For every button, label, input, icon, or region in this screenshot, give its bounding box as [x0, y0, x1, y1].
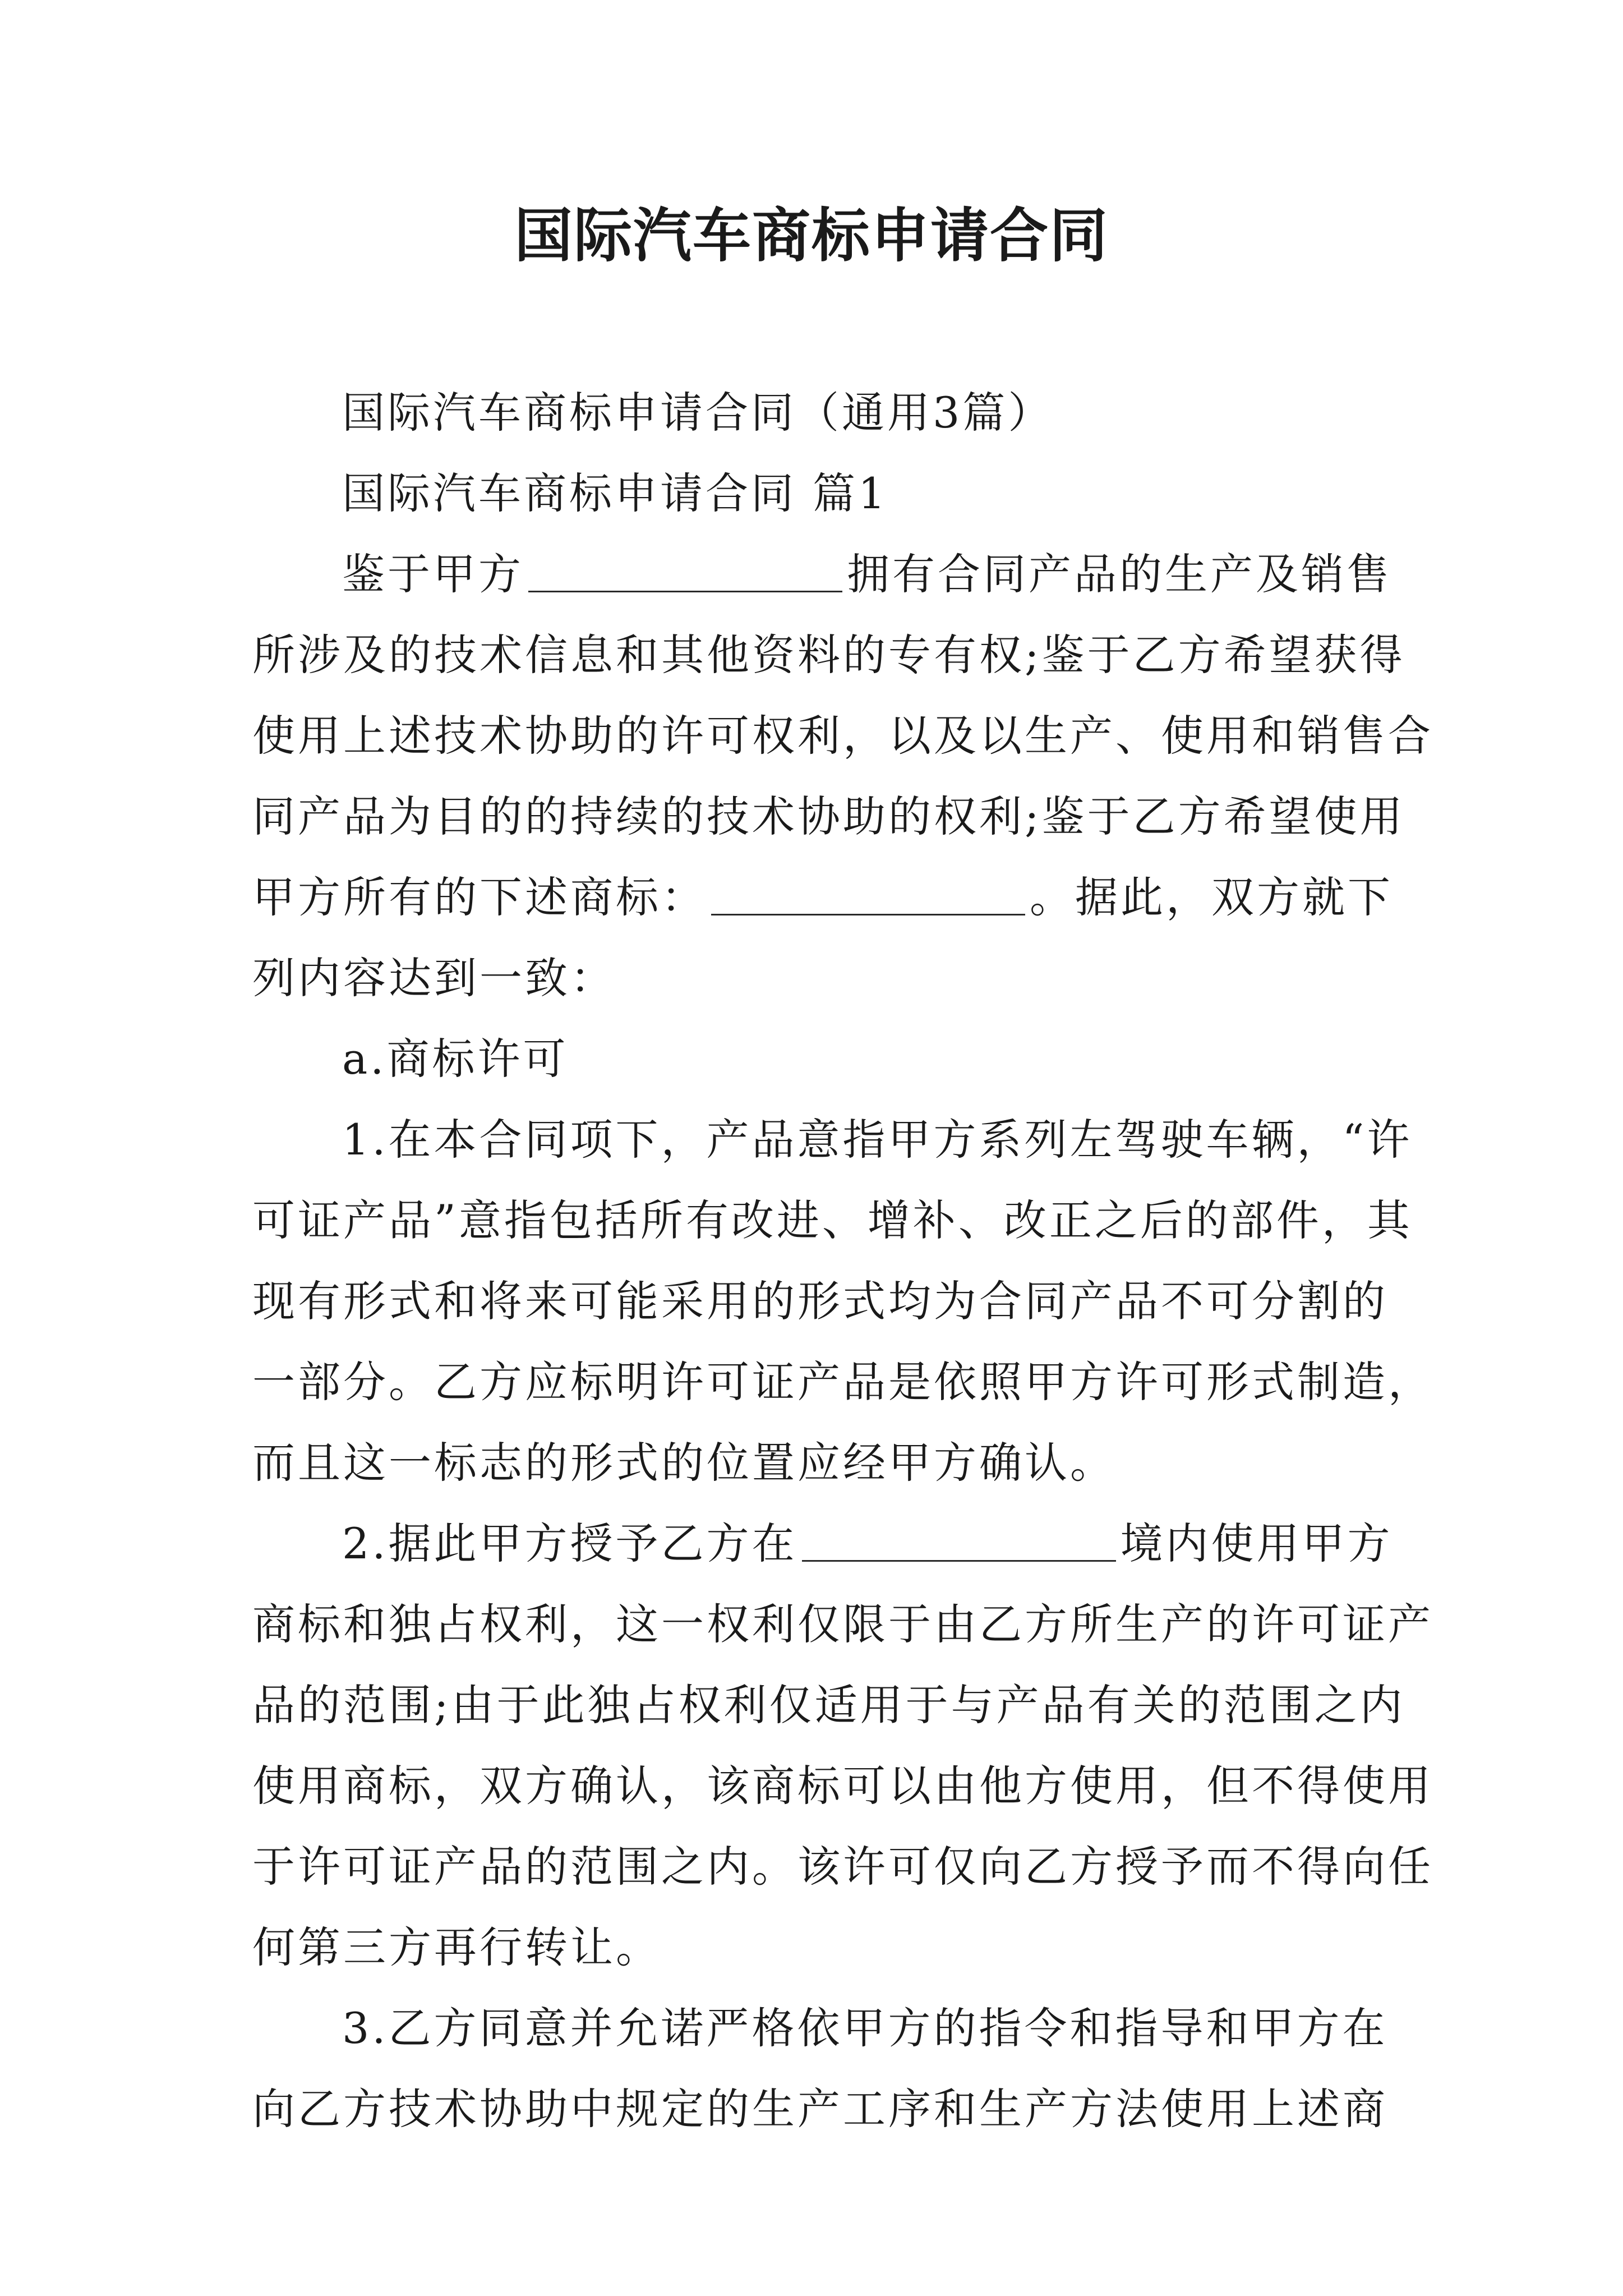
- paragraph-line: [252, 1503, 1393, 1584]
- blank-field: [528, 557, 842, 592]
- text-segment: 境内使用甲方: [1120, 1519, 1393, 1568]
- paragraph-line: [252, 857, 1393, 938]
- paragraph-line: 而且这一标志的形式的位置应经甲方确认。: [252, 1438, 1115, 1488]
- document-body: [252, 372, 1433, 2150]
- paragraph-line: 商标和独占权利，这一权利仅限于由乙方所生产的许可证产: [252, 1599, 1433, 1649]
- paragraph-line: 所涉及的技术信息和其他资料的专有权;鉴于乙方希望获得: [252, 630, 1405, 680]
- paragraph-line: 列内容达到一致：: [252, 953, 616, 1003]
- document-title: 国际汽车商标申请合同: [514, 201, 1109, 270]
- text-segment: 。据此，双方就下: [1030, 872, 1393, 922]
- paragraph-line: 于许可证产品的范围之内。该许可仅向乙方授予而不得向任: [252, 1842, 1433, 1892]
- blank-field: [802, 1526, 1116, 1562]
- paragraph-line: 现有形式和将来可能采用的形式均为合同产品不可分割的: [252, 1276, 1388, 1326]
- section-heading: 国际汽车商标申请合同 篇1: [342, 468, 888, 518]
- paragraph-line: 同产品为目的的持续的技术协助的权利;鉴于乙方希望使用: [252, 792, 1405, 841]
- paragraph-line: 向乙方技术协助中规定的生产工序和生产方法使用上述商: [252, 2084, 1388, 2134]
- text-segment: 鉴于甲方: [342, 549, 524, 599]
- paragraph-line: 一部分。乙方应标明许可证产品是依照甲方许可形式制造，: [252, 1357, 1433, 1407]
- paragraph-line: 3.乙方同意并允诺严格依甲方的指令和指导和甲方在: [342, 2003, 1388, 2053]
- text-segment: 甲方所有的下述商标：: [252, 872, 707, 922]
- text-segment: 拥有合同产品的生产及销售: [847, 549, 1392, 599]
- paragraph-line: 可证产品”意指包括所有改进、增补、改正之后的部件，其: [252, 1195, 1413, 1245]
- paragraph-line: 使用商标，双方确认，该商标可以由他方使用，但不得使用: [252, 1761, 1433, 1811]
- clause-heading: a.商标许可: [342, 1034, 569, 1084]
- paragraph-line: 1.在本合同项下，产品意指甲方系列左驾驶车辆，“许: [342, 1115, 1413, 1165]
- paragraph-line: 使用上述技术协助的许可权利，以及以生产、使用和销售合: [252, 711, 1433, 761]
- paragraph-line: 何第三方再行转让。: [252, 1922, 661, 1972]
- paragraph-line: [252, 534, 1392, 615]
- blank-field: [711, 880, 1025, 915]
- subtitle-line: 国际汽车商标申请合同（通用3篇）: [342, 388, 1054, 438]
- text-segment: 2.据此甲方授予乙方在: [342, 1519, 797, 1568]
- paragraph-line: 品的范围;由于此独占权利仅适用于与产品有关的范围之内: [252, 1680, 1405, 1730]
